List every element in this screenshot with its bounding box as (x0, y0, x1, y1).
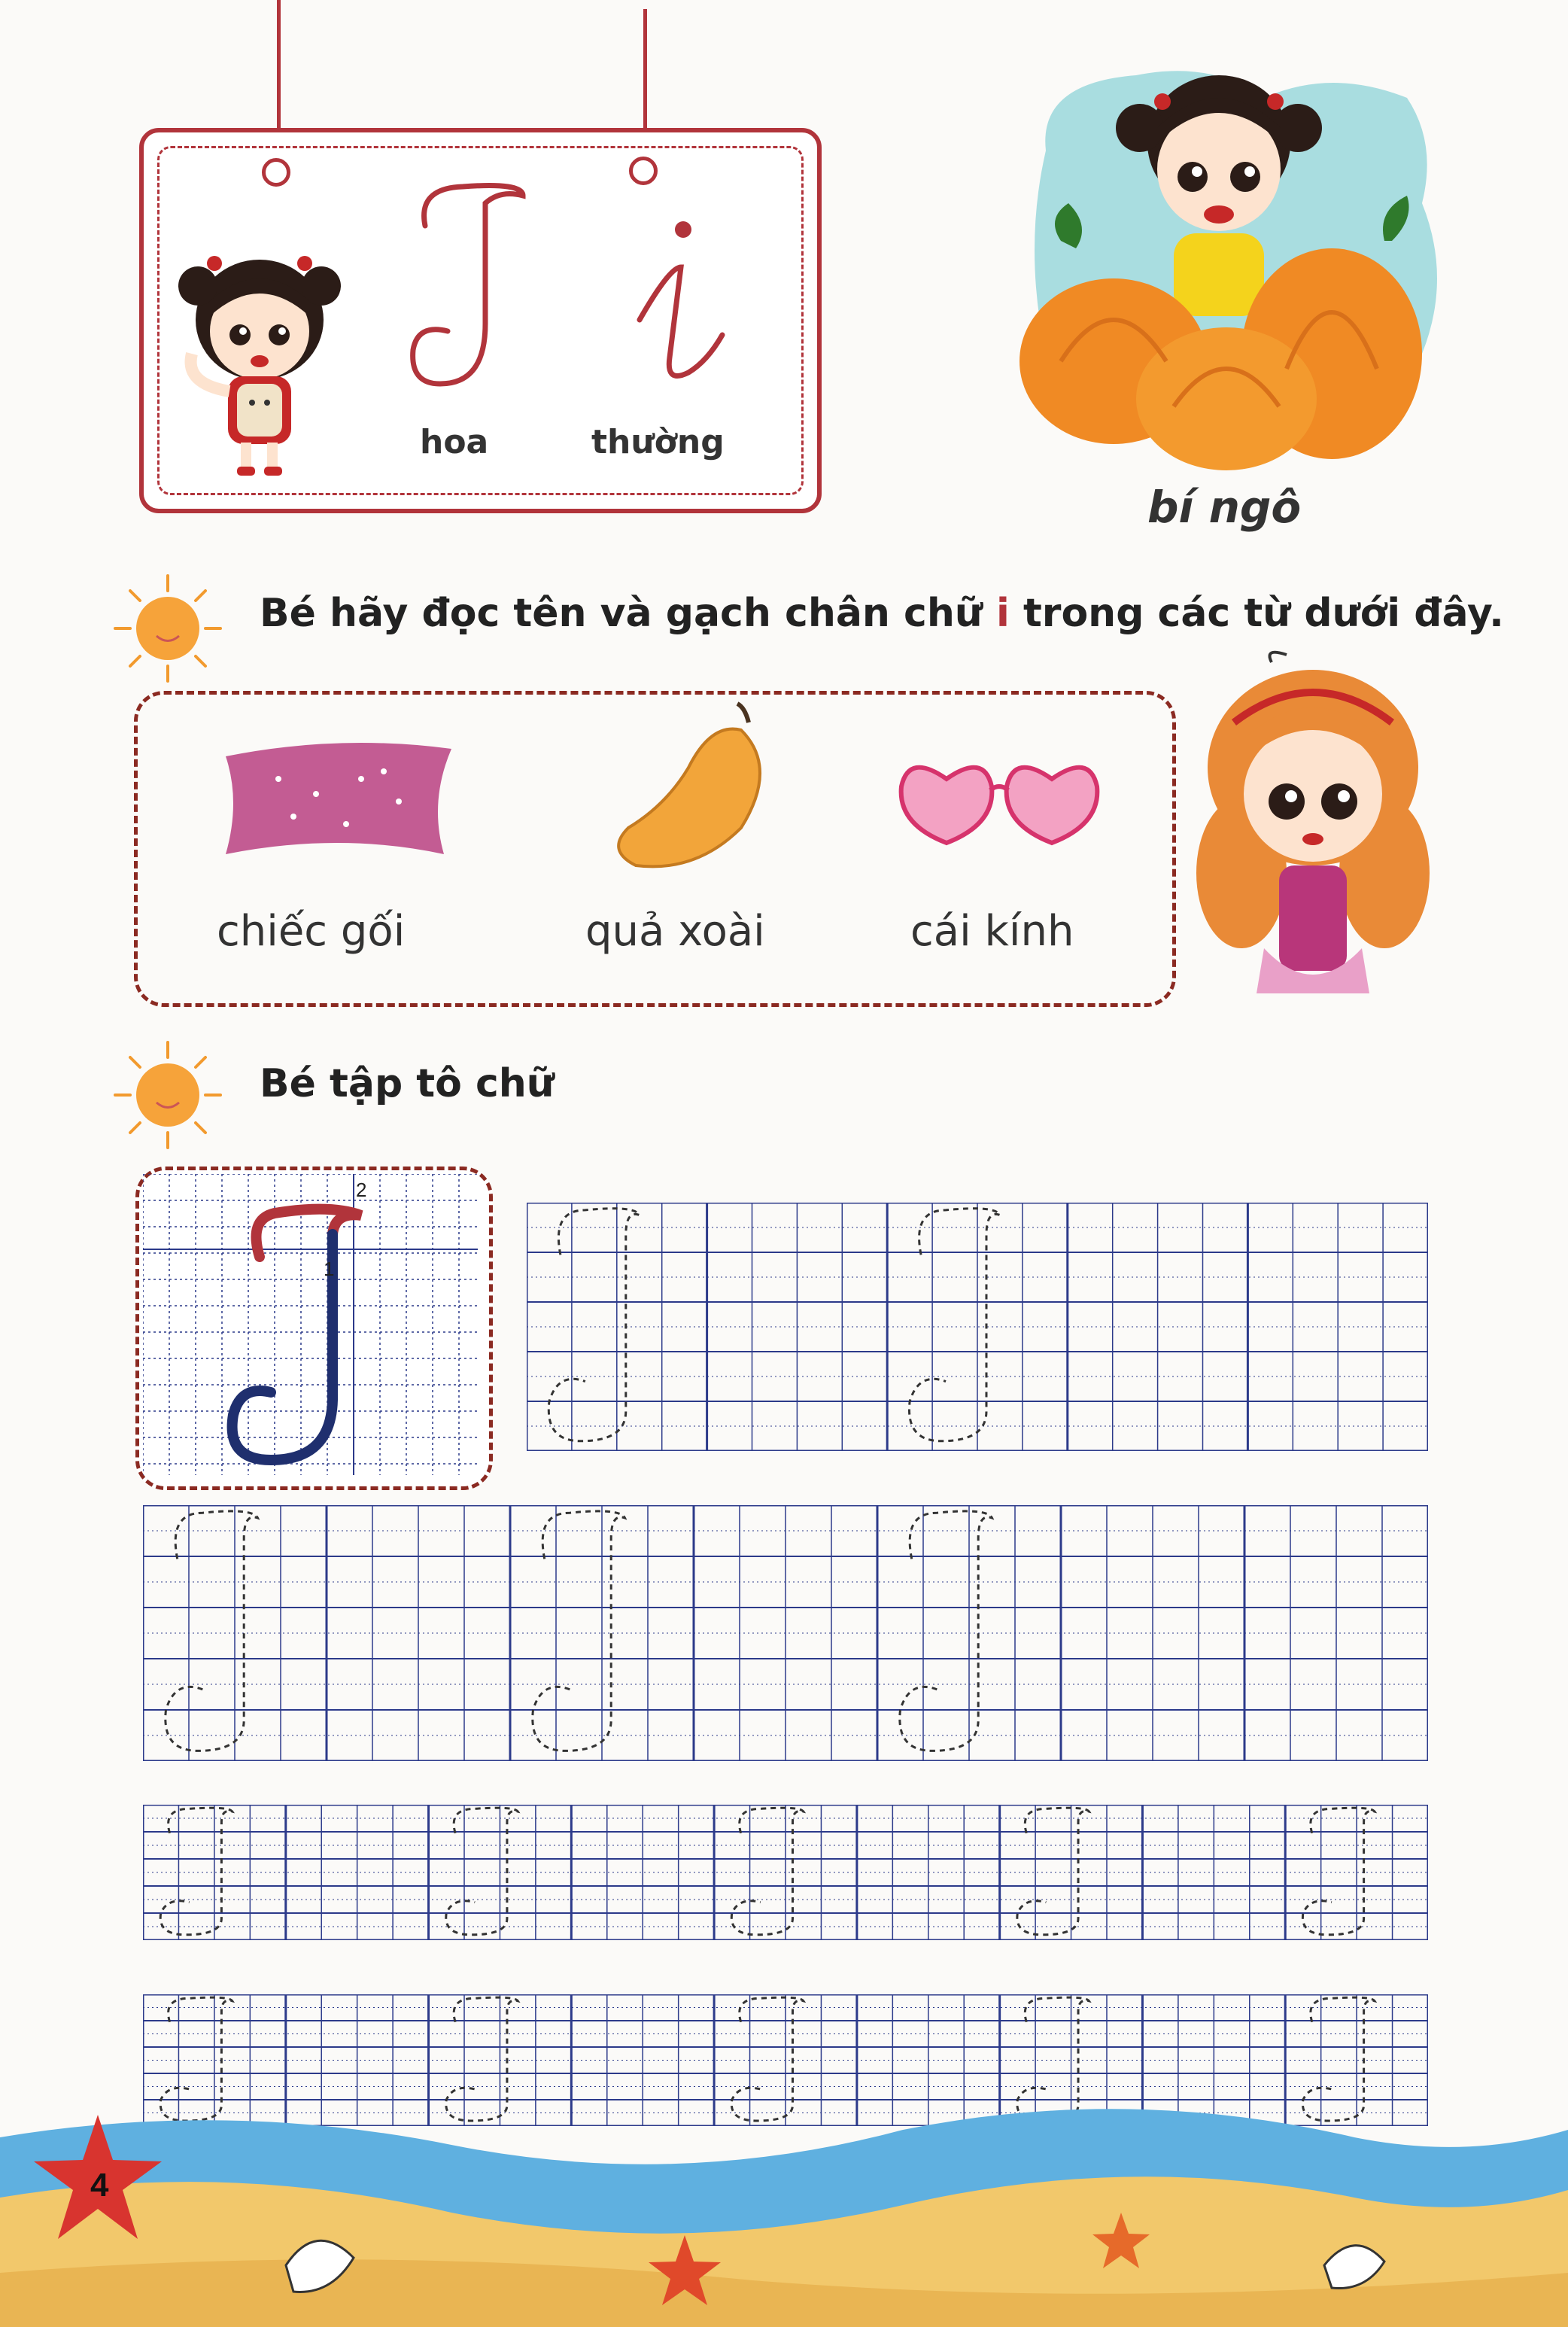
sign-ring-left (262, 158, 290, 187)
tracing-letter (166, 1511, 258, 1751)
glasses-icon (894, 756, 1105, 854)
tracing-letter (1017, 1808, 1089, 1935)
tracing-letter (160, 1808, 232, 1935)
uppercase-i-cursive (403, 173, 538, 399)
beach-footer (0, 2100, 1568, 2327)
word-mango: quả xoài (585, 907, 765, 956)
exercise-1-title-highlight: i (996, 591, 1010, 636)
page-number: 4 (90, 2167, 109, 2204)
exercise-1-title-end: trong các từ dưới đây. (1009, 591, 1504, 636)
stroke-label-2: 2 (356, 1179, 367, 1201)
uppercase-caption: hoa (420, 423, 489, 461)
pillow-icon (203, 726, 474, 869)
mango-icon (606, 700, 786, 881)
word-pillow: chiếc gối (217, 907, 406, 956)
word-glasses: cái kính (910, 907, 1074, 956)
model-letter-grid (143, 1174, 478, 1475)
tracing-letter (909, 1209, 999, 1441)
practice-row-2[interactable] (143, 1505, 1428, 1761)
tracing-letter (900, 1511, 992, 1751)
girl-with-toy-illustration (162, 241, 357, 482)
picture-caption: bí ngô (1147, 482, 1302, 533)
exercise-1-title-start: Bé hãy đọc tên và gạch chân chữ (260, 591, 997, 636)
exercise-2-title: Bé tập tô chữ (260, 1061, 555, 1106)
lowercase-caption: thường (591, 423, 725, 461)
tracing-letter (548, 1209, 639, 1441)
pumpkin-girl-illustration (1016, 53, 1452, 474)
tracing-letter (446, 1808, 518, 1935)
tracing-letter (533, 1511, 625, 1751)
sun-icon-2 (111, 1039, 224, 1151)
exercise-1-title (260, 591, 1504, 636)
tracing-letter (731, 1808, 803, 1935)
sun-icon (111, 572, 224, 685)
redhead-girl-illustration (1189, 647, 1437, 1016)
tracing-letter (1302, 1808, 1374, 1935)
practice-row-3[interactable] (143, 1805, 1428, 1940)
sign-ring-right (629, 157, 658, 185)
stroke-label-1: 1 (324, 1258, 335, 1280)
practice-row-1[interactable] (527, 1203, 1428, 1451)
lowercase-i-cursive (624, 214, 737, 388)
